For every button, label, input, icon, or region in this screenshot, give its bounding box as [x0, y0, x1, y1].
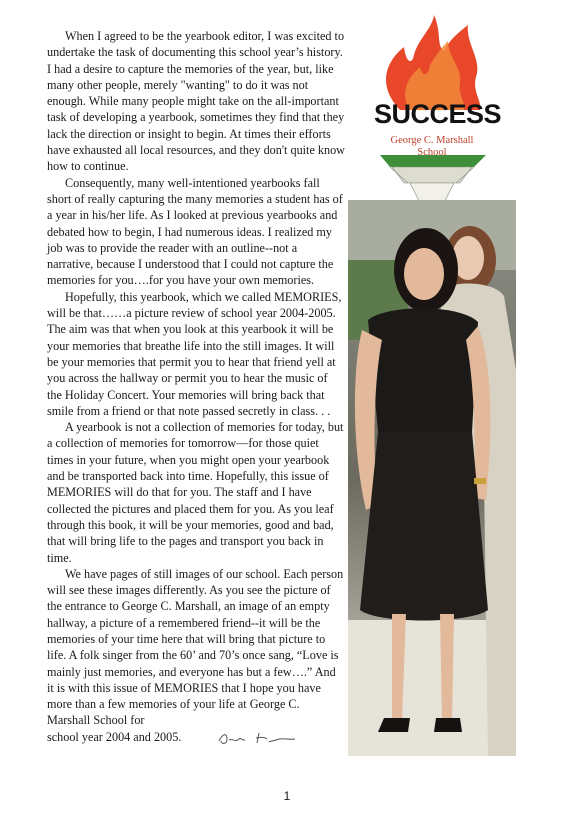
page-number: 1 [283, 789, 291, 803]
letter-paragraph-5: We have pages of still images of our school. Each person will see these images differently. As you see the picture of the entrance to George C. Marshall, an image of an empty hallway, a picture of a remembered friend--it will be the memories of your time here that will bring that picture to life. A folk singer from the 60’ and 70’s once sang, “Love is mainly just memories, and everyone has but a few….” And it is with this issue of MEMORIES that I hope you have more than a few memories of your life at George C. Marshall School for [47, 566, 344, 728]
editor-letter [47, 28, 345, 747]
letter-paragraph-3: Hopefully, this yearbook, which we called MEMORIES, will be that……a picture review of school year 2004-2005. The aim was that when you look at this yearbook it will be your memories that breathe life into the still images. It will be your memories that permit you to hear that friend yell at you across the hallway or permit you to hear the music of the Holiday Concert. Your memories will bring back that smile from a friend or that note passed secretly in class. . . [47, 289, 342, 418]
letter-paragraph-2: Consequently, many well-intentioned yearbooks fall short of really capturing the many memories a student has of a year in his/her life. As I looked at previous yearbooks and debated how to begin, I had numerous ideas. I realized my job was to provide the reader with an outline--not a narrative, because I understood that I could not capture the memories for you….for you have your own memories. [47, 175, 343, 288]
letter-paragraph-4: A yearbook is not a collection of memories for today, but a collection of memories for tomorrow—for those quiet times in your future, when you might open your yearbook and be transported back into time. Hopefully, this issue of MEMORIES will do that for you. The staff and I have collected the pictures and placed them for you. As you leaf through this book, it will be your memories, good and bad, that will bring life to the pages and transport you back in time. [47, 420, 344, 565]
success-wordmark: SUCCESS [374, 99, 502, 129]
photo-illustration [348, 200, 516, 756]
school-name [378, 135, 486, 159]
letter-paragraph-1: When I agreed to be the yearbook editor, I was excited to undertake the task of documenting this school year’s history. I had a desire to capture the memories of the year, but, like many other people, merely "wanting" to do it was not enough. While many people might take on the all-important task of developing a yearbook, sometimes they find that they lack the direction or insight to begin. At times their efforts have exhausted all local resources, and they don't quite know how to continue. [47, 29, 345, 174]
success-logo [370, 15, 502, 205]
school-name-line1: George C. Marshall [390, 135, 474, 146]
editor-signature [215, 729, 305, 747]
editor-photo [348, 200, 516, 756]
closing-line: school year 2004 and 2005. [47, 729, 182, 744]
closing-line-row [47, 729, 345, 747]
school-name-line2: School [417, 147, 447, 158]
